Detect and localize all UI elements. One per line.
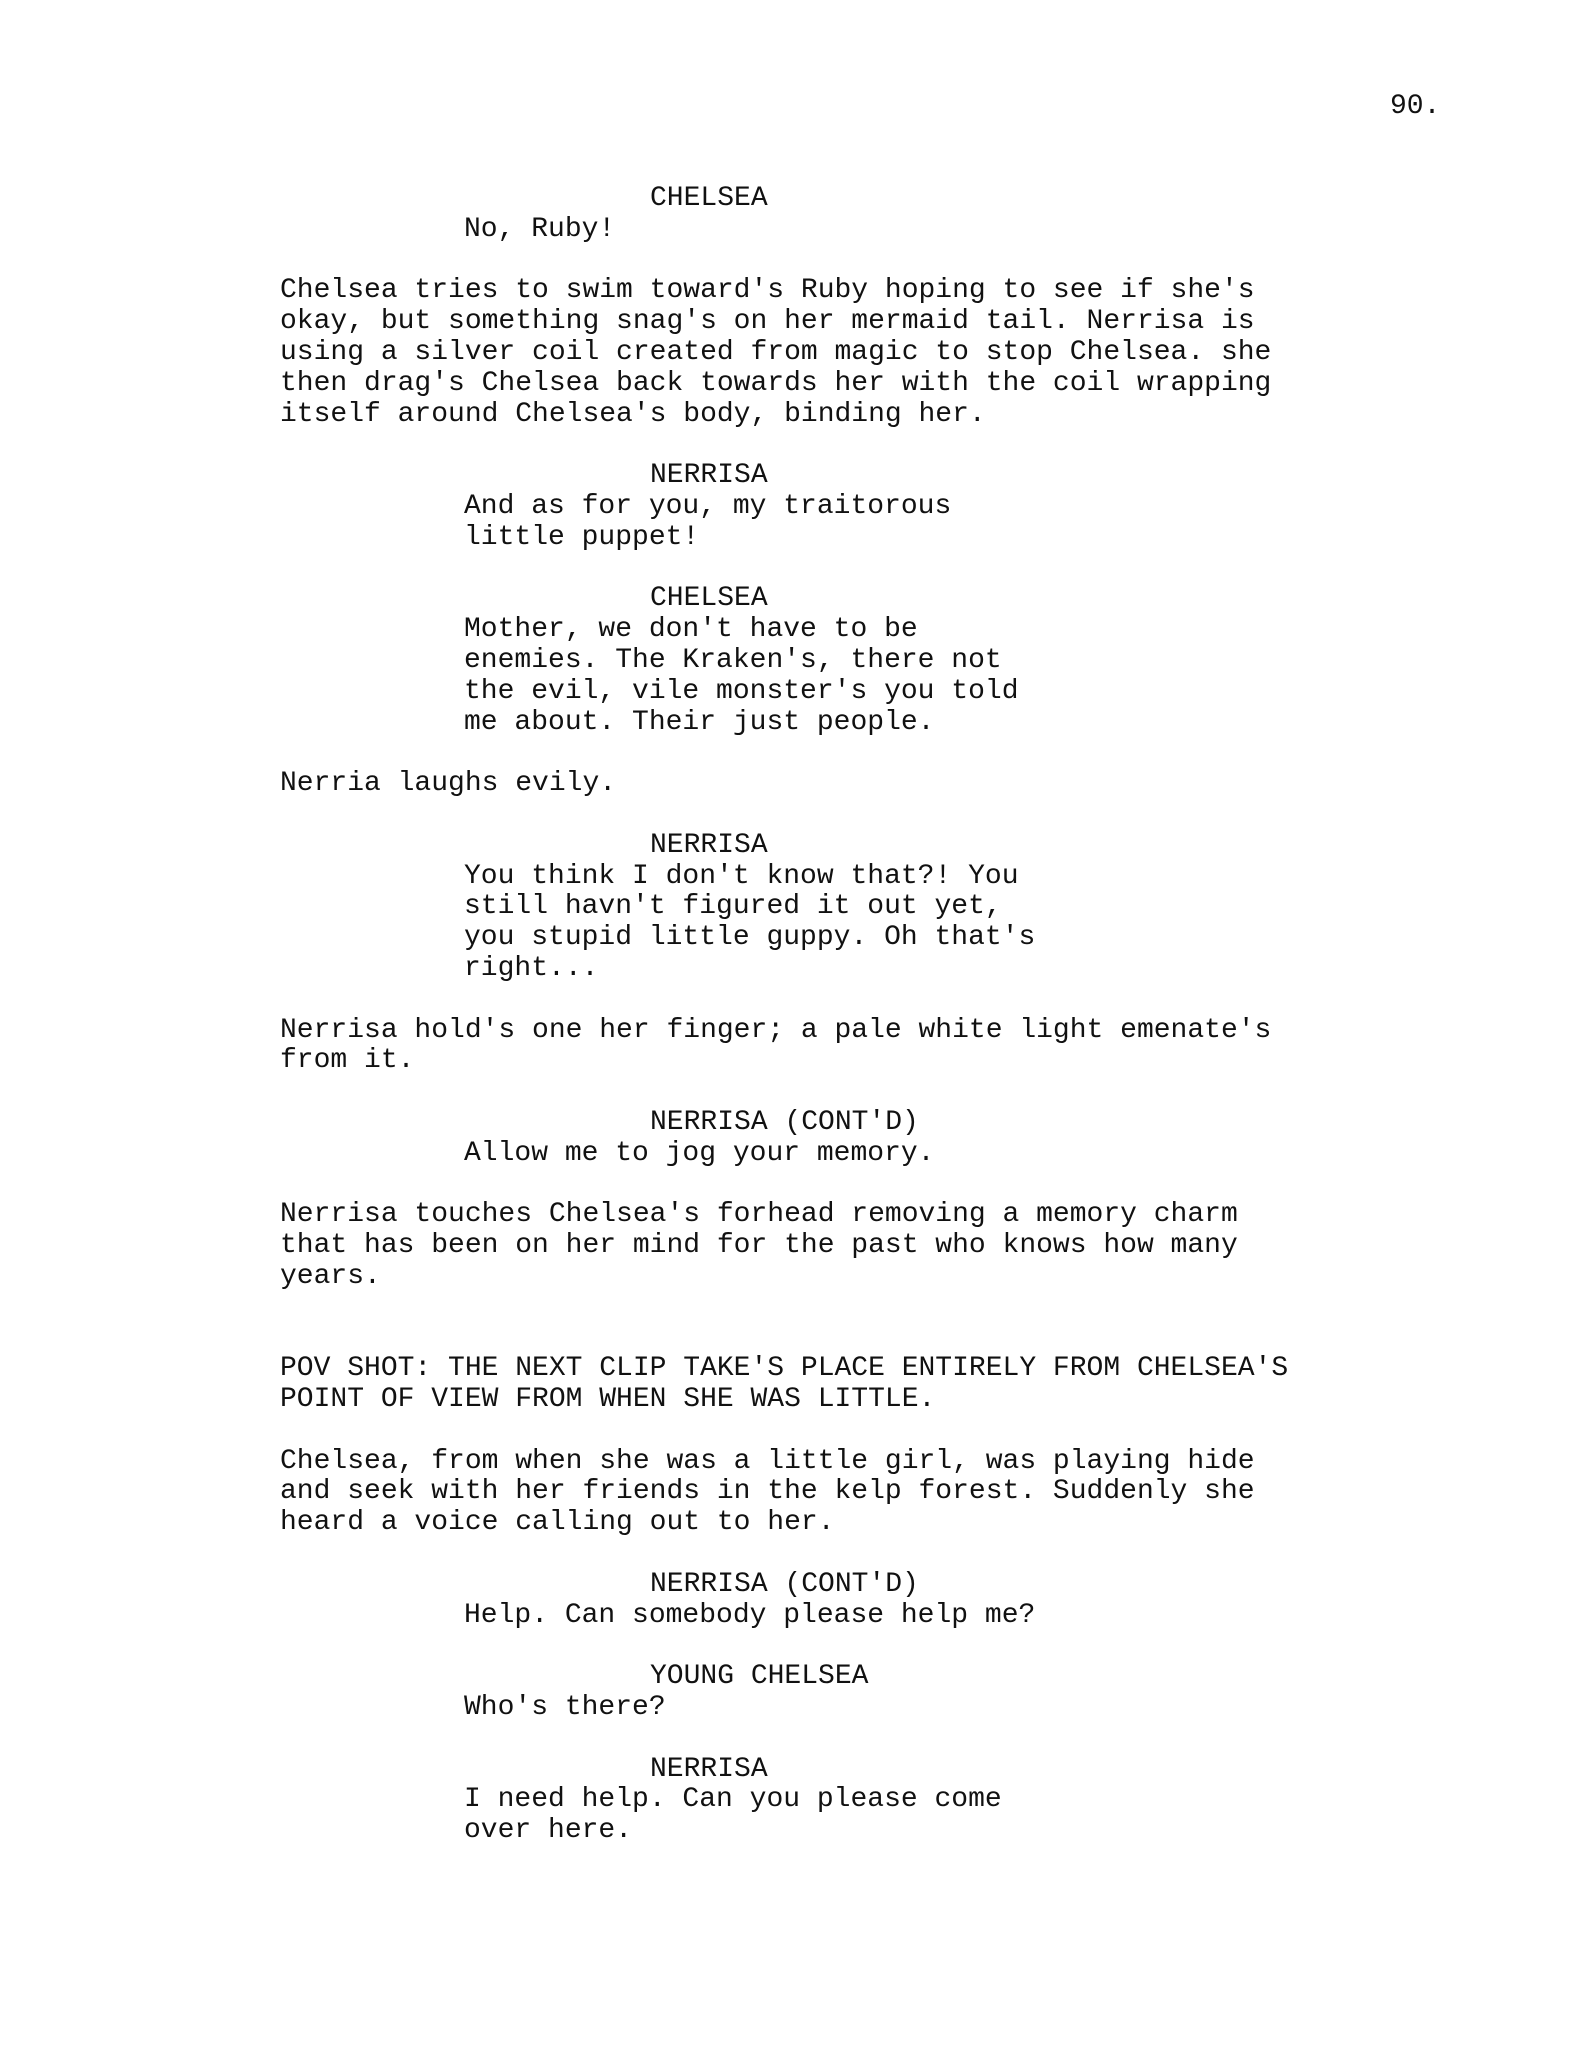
action-line: and seek with her friends in the kelp forest. Suddenly she xyxy=(280,1476,1255,1508)
character-block xyxy=(650,184,1400,215)
character-block xyxy=(650,461,1400,492)
dialogue-line: Who's there? xyxy=(464,1692,666,1724)
blank-line xyxy=(280,246,1400,277)
character-block xyxy=(650,1755,1400,1786)
dialogue-line: enemies. The Kraken's, there not xyxy=(464,644,1002,676)
action-line: Chelsea, from when she was a little girl, was playing hide xyxy=(280,1445,1255,1477)
dialogue-block xyxy=(464,615,1400,738)
dialogue-line: No, Ruby! xyxy=(464,213,616,245)
character-line: NERRISA xyxy=(650,460,768,492)
dialogue-line: I need help. Can you please come xyxy=(464,1784,1002,1816)
action-line: from it. xyxy=(280,1045,415,1077)
dialogue-line: you stupid little guppy. Oh that's xyxy=(464,922,1036,954)
character-line: NERRISA xyxy=(650,1753,768,1785)
action-line: years. xyxy=(280,1260,381,1292)
character-block xyxy=(650,1570,1400,1601)
blank-line xyxy=(280,1293,1400,1355)
dialogue-line: still havn't figured it out yet, xyxy=(464,891,1002,923)
character-line: CHELSEA xyxy=(650,583,768,615)
dialogue-line: the evil, vile monster's you told xyxy=(464,675,1019,707)
dialogue-block xyxy=(464,215,1400,246)
character-line: YOUNG CHELSEA xyxy=(650,1661,869,1693)
dialogue-line: over here. xyxy=(464,1815,633,1847)
dialogue-block xyxy=(464,1601,1400,1632)
blank-line xyxy=(280,985,1400,1016)
action-line: then drag's Chelsea back towards her with the coil wrapping xyxy=(280,367,1272,399)
blank-line xyxy=(280,1539,1400,1570)
action-line: using a silver coil created from magic to stop Chelsea. she xyxy=(280,336,1272,368)
blank-line xyxy=(280,1416,1400,1447)
action-block xyxy=(280,1354,1400,1416)
blank-line xyxy=(280,554,1400,585)
action-line: POINT OF VIEW FROM WHEN SHE WAS LITTLE. xyxy=(280,1384,936,1416)
character-block xyxy=(650,1662,1400,1693)
character-line: NERRISA xyxy=(650,829,768,861)
dialogue-block xyxy=(464,1785,1400,1847)
dialogue-line: little puppet! xyxy=(464,521,700,553)
character-block xyxy=(650,831,1400,862)
action-block xyxy=(280,276,1400,430)
page-number: 90. xyxy=(1390,91,1441,122)
action-line: heard a voice calling out to her. xyxy=(280,1507,835,1539)
action-block xyxy=(280,1016,1400,1078)
blank-line xyxy=(280,738,1400,769)
dialogue-block xyxy=(464,492,1400,554)
action-line: Nerrisa hold's one her finger; a pale white light emenate's xyxy=(280,1014,1272,1046)
character-block xyxy=(650,584,1400,615)
dialogue-line: You think I don't know that?! You xyxy=(464,860,1019,892)
character-block xyxy=(650,1108,1400,1139)
action-line: itself around Chelsea's body, binding her. xyxy=(280,398,986,430)
dialogue-line: Mother, we don't have to be xyxy=(464,614,918,646)
character-line: NERRISA (CONT'D) xyxy=(650,1568,919,1600)
action-line: okay, but something snag's on her mermaid tail. Nerrisa is xyxy=(280,306,1255,338)
blank-line xyxy=(280,1077,1400,1108)
dialogue-line: Help. Can somebody please help me? xyxy=(464,1599,1036,1631)
action-line: Chelsea tries to swim toward's Ruby hoping to see if she's xyxy=(280,275,1255,307)
action-line: POV SHOT: THE NEXT CLIP TAKE'S PLACE ENTIRELY FROM CHELSEA'S xyxy=(280,1353,1289,1385)
dialogue-block xyxy=(464,1139,1400,1170)
dialogue-line: And as for you, my traitorous xyxy=(464,490,952,522)
dialogue-line: Allow me to jog your memory. xyxy=(464,1137,935,1169)
action-block xyxy=(280,1200,1400,1292)
action-line: Nerria laughs evily. xyxy=(280,768,617,800)
blank-line xyxy=(280,800,1400,831)
blank-line xyxy=(280,430,1400,461)
blank-line xyxy=(280,1631,1400,1662)
dialogue-line: me about. Their just people. xyxy=(464,706,935,738)
action-line: that has been on her mind for the past who knows how many xyxy=(280,1230,1238,1262)
character-line: CHELSEA xyxy=(650,183,768,214)
character-line: NERRISA (CONT'D) xyxy=(650,1106,919,1138)
dialogue-line: right... xyxy=(464,952,599,984)
dialogue-block xyxy=(464,1693,1400,1724)
action-block xyxy=(280,769,1400,800)
action-line: Nerrisa touches Chelsea's forhead removing a memory charm xyxy=(280,1199,1238,1231)
blank-line xyxy=(280,1724,1400,1755)
action-block xyxy=(280,1447,1400,1539)
dialogue-block xyxy=(464,862,1400,985)
script-body xyxy=(280,184,1400,1847)
blank-line xyxy=(280,1170,1400,1201)
